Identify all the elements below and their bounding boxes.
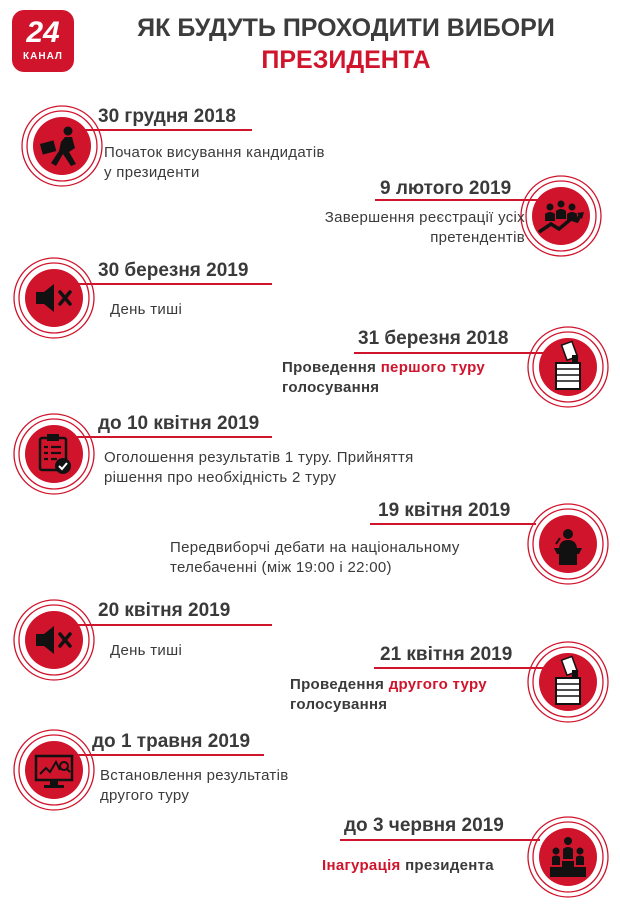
event-date: 30 грудня 2018 [98,106,236,127]
event-date: 30 березня 2019 [98,260,249,281]
event-date: 19 квітня 2019 [378,500,511,521]
description-highlight: другого туру [388,676,487,693]
event-date: до 3 червня 2019 [344,815,504,836]
ballot-box-icon [526,640,610,724]
logo-number: 24 [26,16,60,49]
description-line: рішення про необхідність 2 туру [104,469,337,486]
timeline-line [74,283,272,285]
event-description [282,358,485,398]
channel-logo [12,10,74,72]
description-line [282,358,485,378]
clipboard-check-icon [12,412,96,496]
event-date: 31 березня 2018 [358,328,509,349]
event-description [110,300,182,320]
event-date: 20 квітня 2019 [98,600,231,621]
monitor-chart-icon [12,728,96,812]
description-line: другого туру [100,787,190,804]
description-text: президента [400,857,494,874]
podium-icon [526,502,610,586]
description-line: Встановлення результатів [100,767,289,784]
page-title [96,12,596,76]
description-text: Проведення [290,676,389,693]
event-description [104,143,325,183]
mute-icon [12,256,96,340]
growth-chart-icon [519,174,603,258]
logo-brand: КАНАЛ [23,51,63,62]
timeline-line [82,129,252,131]
description-line: День тиші [110,301,183,318]
description-line: День тиші [110,642,183,659]
timeline-line [74,754,264,756]
event-description [290,675,487,715]
description-line: претендентів [430,229,525,246]
description-highlight: Інагурація [322,857,401,874]
mute-icon [12,598,96,682]
event-description [170,538,460,578]
description-line: телебаченні (між 19:00 і 22:00) [170,559,392,576]
ballot-box-icon [526,325,610,409]
description-highlight: першого туру [380,359,486,376]
timeline-line [370,523,536,525]
description-line: Завершення реєстрації усіх [324,209,525,226]
description-line: Початок висування кандидатів [104,144,325,161]
title-line-2: ПРЕЗИДЕНТА [261,46,431,74]
title-line-1: ЯК БУДУТЬ ПРОХОДИТИ ВИБОРИ [137,14,555,42]
event-description [104,448,414,488]
description-text: Проведення [282,359,381,376]
runner-icon [20,104,104,188]
timeline-line [74,436,272,438]
timeline-line [340,839,540,841]
event-description [322,856,494,876]
timeline-line [354,352,544,354]
description-line: у президенти [104,164,200,181]
description-line: Оголошення результатів 1 туру. Прийняття [104,449,414,466]
description-line [322,856,494,876]
event-date: до 1 травня 2019 [92,731,251,752]
description-line [290,675,487,695]
timeline-line [374,667,544,669]
event-description [110,641,182,661]
description-line: голосування [290,696,388,713]
winners-podium-icon [526,815,610,899]
event-description [220,208,525,248]
event-date: до 10 квітня 2019 [98,413,260,434]
event-date: 9 лютого 2019 [380,178,512,199]
timeline-line [74,624,272,626]
description-line: Передвиборчі дебати на національному [170,539,460,556]
event-date: 21 квітня 2019 [380,644,513,665]
event-description [100,766,288,806]
description-line: голосування [282,379,380,396]
